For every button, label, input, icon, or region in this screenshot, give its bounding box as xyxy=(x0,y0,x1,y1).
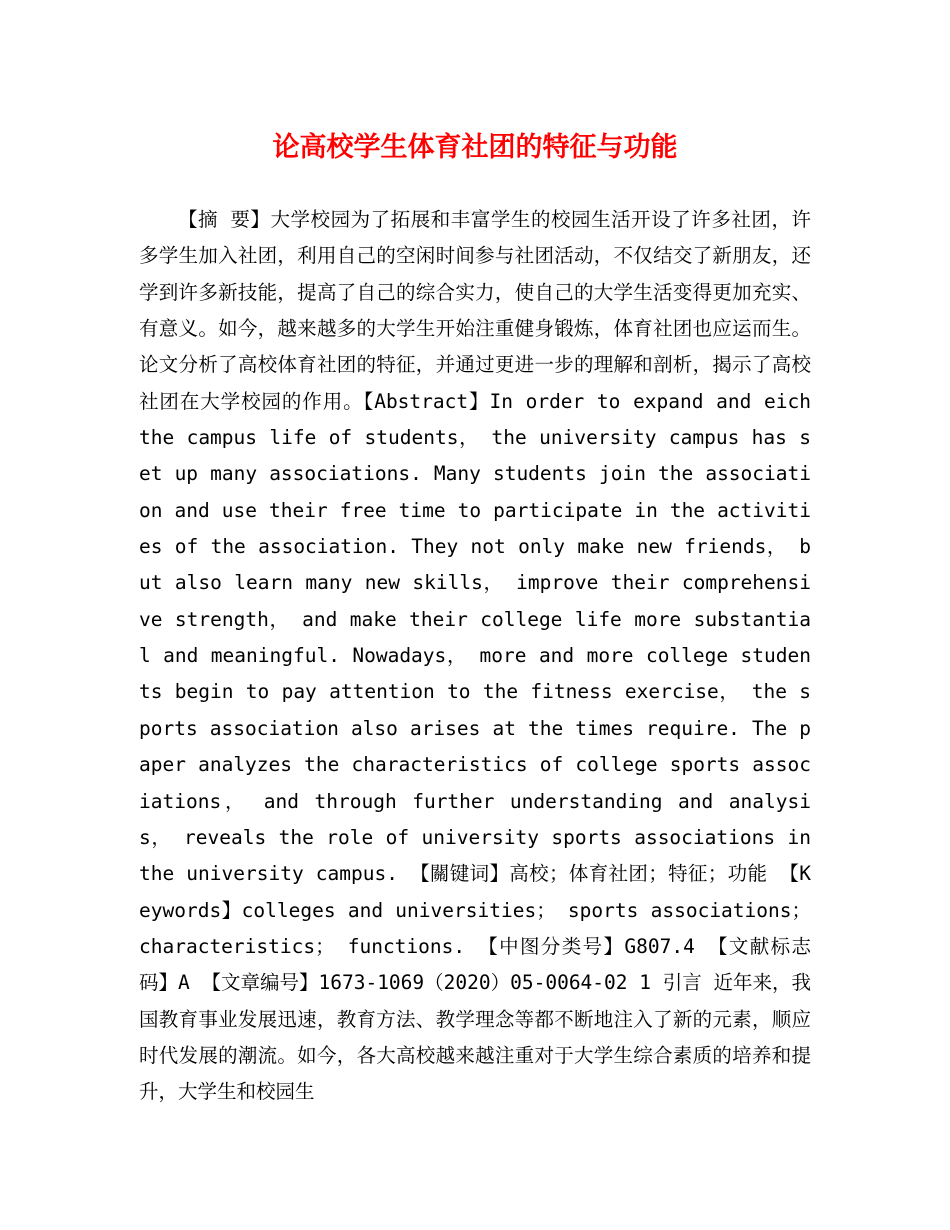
document-body: 【摘 要】大学校园为了拓展和丰富学生的校园生活开设了许多社团，许多学生加入社团，利用自己的空闲时间参与社团活动，不仅结交了新朋友，还学到许多新技能，提高了自己的综合实力，使自己的大学生活变得更加充实、有意义。如今，越来越多的大学生开始注重健身锻炼，体育社团也应运而生。论文分析了高校体育社团的特征，并通过更进一步的理解和剖析，揭示了高校社团在大学校园的作用。【Abstract】In order to expand and eich the campus life of students， the university campus has set up many associations. Many students join the association and use their free time to participate in the activities of the association. They not only make new friends， but also learn many new skills， improve their comprehensive strength， and make their college life more substantial and meaningful. Nowadays， more and more college students begin to pay attention to the fitness exercise， the sports association also arises at the times require. The paper analyzes the characteristics of college sports associations， and through further understanding and analysis， reveals the role of university sports associations in the university campus. 【關键词】高校；体育社团；特征；功能 【Keywords】colleges and universities； sports associations； characteristics； functions. 【中图分类号】G807.4 【文献标志码】A 【文章编号】1673-1069（2020）05-0064-02 1 引言 近年来，我国教育事业发展迅速，教育方法、教学理念等都不断地注入了新的元素，顺应时代发展的潮流。如今，各大高校越来越注重对于大学生综合素质的培养和提升，大学生和校园生 xyxy=(139,208,812,1104)
document-title: 论高校学生体育社团的特征与功能 xyxy=(272,132,678,163)
